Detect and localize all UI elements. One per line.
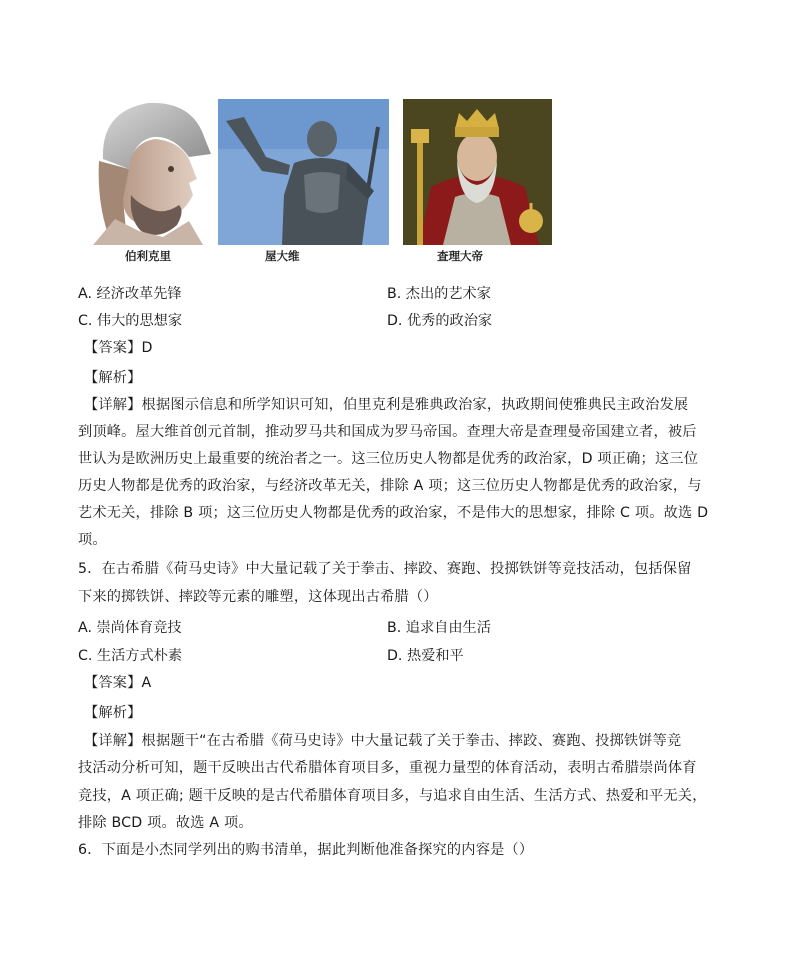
- pericles-image: [93, 99, 215, 245]
- q5-detail-line: 【详解】根据题干“在古希腊《荷马史诗》中大量记载了关于拳击、摔跤、赛跑、投掷铁饼等竞: [84, 733, 682, 749]
- q5-option-b: B. 追求自由生活: [387, 620, 491, 636]
- q4-detail-line: 世认为是欧洲历史上最重要的统治者之一。这三位历史人物都是优秀的政治家，D 项正确；这三位: [78, 451, 699, 467]
- q4-option-d: D. 优秀的政治家: [387, 313, 493, 329]
- q5-analysis-label: 【解析】: [84, 705, 142, 721]
- q4-option-a: A. 经济改革先锋: [78, 286, 182, 302]
- octavian-image: [218, 99, 389, 245]
- q5-detail-line: 技活动分析可知，题干反映出古代希腊体育项目多，重视力量型的体育活动，表明古希腊崇尚体育: [78, 760, 697, 776]
- q4-detail-line: 【详解】根据图示信息和所学知识可知，伯里克利是雅典政治家，执政期间使雅典民主政治发展: [84, 397, 689, 413]
- octavian-caption: 屋大维: [265, 249, 300, 263]
- q6-stem: 6．下面是小杰同学列出的购书清单，据此判断他准备探究的内容是（）: [78, 842, 534, 858]
- charlemagne-image: [403, 99, 552, 245]
- q5-detail-line: 排除 BCD 项。故选 A 项。: [78, 815, 253, 831]
- pericles-caption: 伯利克里: [125, 249, 171, 263]
- q5-stem-line: 5．在古希腊《荷马史诗》中大量记载了关于拳击、摔跤、赛跑、投掷铁饼等竞技活动，包括保留: [78, 561, 692, 577]
- q5-option-a: A. 崇尚体育竞技: [78, 620, 182, 636]
- q4-detail-line: 历史人物都是优秀的政治家，与经济改革无关，排除 A 项；这三位历史人物都是优秀的政治家，与: [78, 478, 702, 494]
- q4-analysis-label: 【解析】: [84, 370, 142, 386]
- q5-answer: 【答案】A: [84, 675, 152, 691]
- charlemagne-caption: 查理大帝: [437, 249, 483, 263]
- q5-stem-line: 下来的掷铁饼、摔跤等元素的雕塑，这体现出古希腊（）: [78, 589, 438, 605]
- q4-detail-line: 艺术无关，排除 B 项；这三位历史人物都是优秀的政治家，不是伟大的思想家，排除 C 项。故选 D: [78, 505, 709, 521]
- q4-option-b: B. 杰出的艺术家: [387, 286, 491, 302]
- q4-option-c: C. 伟大的思想家: [78, 313, 183, 329]
- q5-option-c: C. 生活方式朴素: [78, 648, 183, 664]
- q4-detail-line: 到顶峰。屋大维首创元首制，推动罗马共和国成为罗马帝国。查理大帝是查理曼帝国建立者，被后: [78, 424, 697, 440]
- q4-answer: 【答案】D: [84, 340, 153, 356]
- q5-detail-line: 竞技，A 项正确; 题干反映的是古代希腊体育项目多，与追求自由生活、生活方式、热爱和平无关，: [78, 788, 707, 804]
- q5-option-d: D. 热爱和平: [387, 648, 464, 664]
- q4-detail-line: 项。: [78, 532, 107, 548]
